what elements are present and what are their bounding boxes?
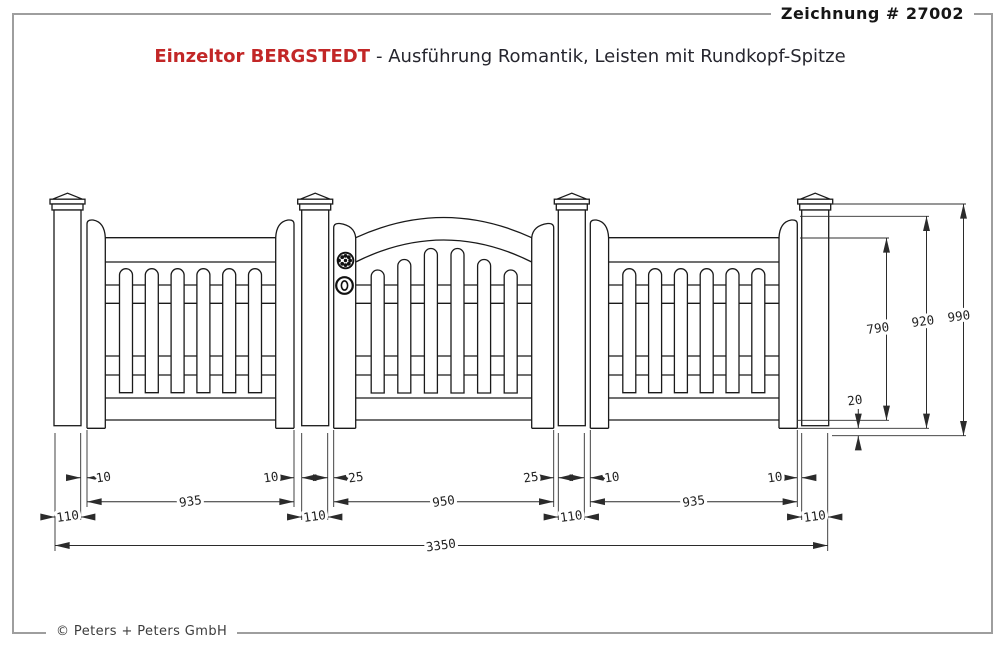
lock-handle-icon <box>336 277 353 294</box>
dim-panel-left-width: 935 <box>178 492 203 511</box>
dim-gate-width: 950 <box>431 492 456 511</box>
drawing-number: Zeichnung # 27002 <box>771 4 974 23</box>
panel-right <box>590 220 797 428</box>
dim-gap-1: 10 <box>94 468 112 486</box>
dim-post-height: 990 <box>946 307 972 326</box>
copyright-note: © Peters + Peters GmbH <box>46 624 237 639</box>
dim-panel-height: 920 <box>910 312 936 331</box>
fence-drawing <box>50 193 833 428</box>
product-name: Einzeltor BERGSTEDT <box>154 46 371 67</box>
dim-total-width: 3350 <box>424 535 457 555</box>
page-title <box>0 46 1000 67</box>
dim-gap-6: 10 <box>766 468 784 486</box>
lock-rosette-icon <box>337 252 355 270</box>
post-2 <box>298 193 333 426</box>
dim-post-1-width: 110 <box>55 507 80 526</box>
dim-post-3-width: 110 <box>558 507 584 526</box>
dim-rail-field-height: 790 <box>865 319 891 338</box>
dim-post-2-width: 110 <box>302 507 327 526</box>
dim-ground-clearance: 20 <box>846 391 864 409</box>
post-4 <box>798 193 833 426</box>
dim-gap-4: 25 <box>522 468 540 486</box>
post-1 <box>50 193 85 426</box>
dim-post-4-width: 110 <box>802 507 827 526</box>
panel-left <box>87 220 294 428</box>
dim-panel-right-width: 935 <box>681 492 706 511</box>
gate-leaf <box>334 218 554 429</box>
post-3 <box>554 193 589 426</box>
dim-gap-2: 10 <box>262 468 280 486</box>
dim-gap-3: 25 <box>347 468 365 486</box>
title-description: - Ausführung Romantik, Leisten mit Rundkopf-Spitze <box>376 46 846 67</box>
dim-gap-5: 10 <box>603 468 621 486</box>
sheet-border <box>13 14 992 633</box>
